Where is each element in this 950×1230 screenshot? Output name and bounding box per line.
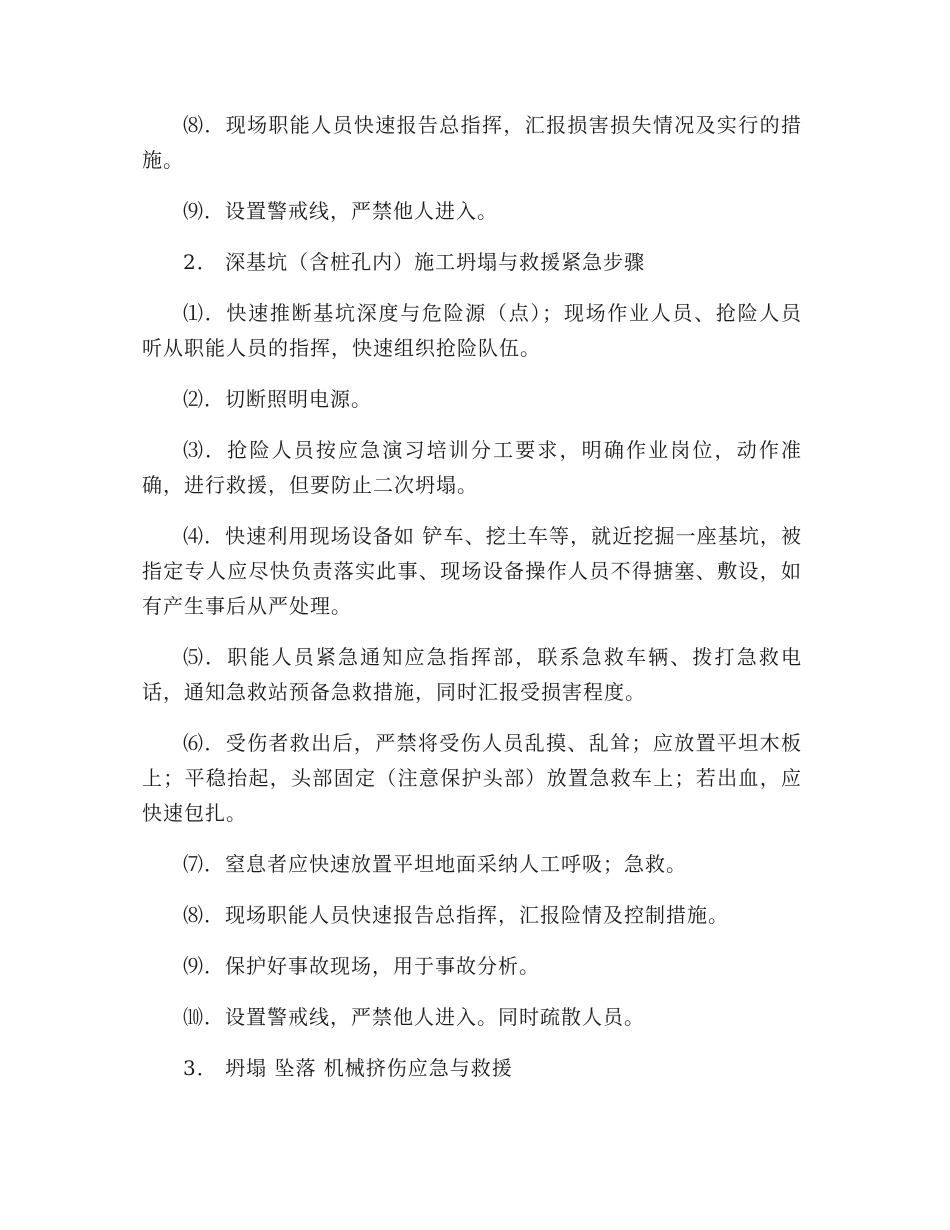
paragraph-item-7-suffocation: ⑺．窒息者应快速放置平坦地面采纳人工呼吸；急救。 <box>183 852 687 876</box>
paragraph-item-9-protect: ⑼．保护好事故现场，用于事故分析。 <box>183 954 540 978</box>
paragraph-item-5-notify: ⑸．职能人员紧急通知应急指挥部，联系急救车辆、拨打急救电话，通知急救站预备急救措施，同时汇报受损害程度。 <box>142 645 802 704</box>
paragraph-item-2-power: ⑵．切断照明电源。 <box>183 387 372 411</box>
paragraph-item-10-evacuate: ⑽．设置警戒线，严禁他人进入。同时疏散人员。 <box>183 1005 645 1029</box>
paragraph-item-9-cordon: ⑼．设置警戒线，严禁他人进入。 <box>183 199 498 223</box>
paragraph-item-1-assess: ⑴．快速推断基坑深度与危险源（点）；现场作业人员、抢险人员听从职能人员的指挥，快速组织抢险队伍。 <box>142 301 802 360</box>
section-heading-2: 2． 深基坑（含桩孔内）施工坍塌与救援紧急步骤 <box>183 250 646 274</box>
paragraph-item-4-equipment: ⑷．快速利用现场设备如 铲车、挖土车等，就近挖掘一座基坑，被指定专人应尽快负责落实此事、现场设备操作人员不得搪塞、敷设，如有产生事后从严处理。 <box>142 524 802 618</box>
section-heading-3: 3． 坍塌 坠落 机械挤伤应急与救援 <box>183 1056 513 1080</box>
paragraph-item-8-measures: ⑻．现场职能人员快速报告总指挥，汇报损害损失情况及实行的措施。 <box>142 113 802 172</box>
paragraph-item-6-injured: ⑹．受伤者救出后，严禁将受伤人员乱摸、乱耸；应放置平坦木板上；平稳抬起，头部固定（注意保护头部）放置急救车上；若出血，应快速包扎。 <box>142 731 802 825</box>
paragraph-item-8-report: ⑻．现场职能人员快速报告总指挥，汇报险情及控制措施。 <box>183 903 729 927</box>
paragraph-item-3-rescue: ⑶．抢险人员按应急演习培训分工要求，明确作业岗位，动作准确，进行救援，但要防止二次坍塌。 <box>142 438 802 497</box>
document-body <box>142 108 802 1086</box>
